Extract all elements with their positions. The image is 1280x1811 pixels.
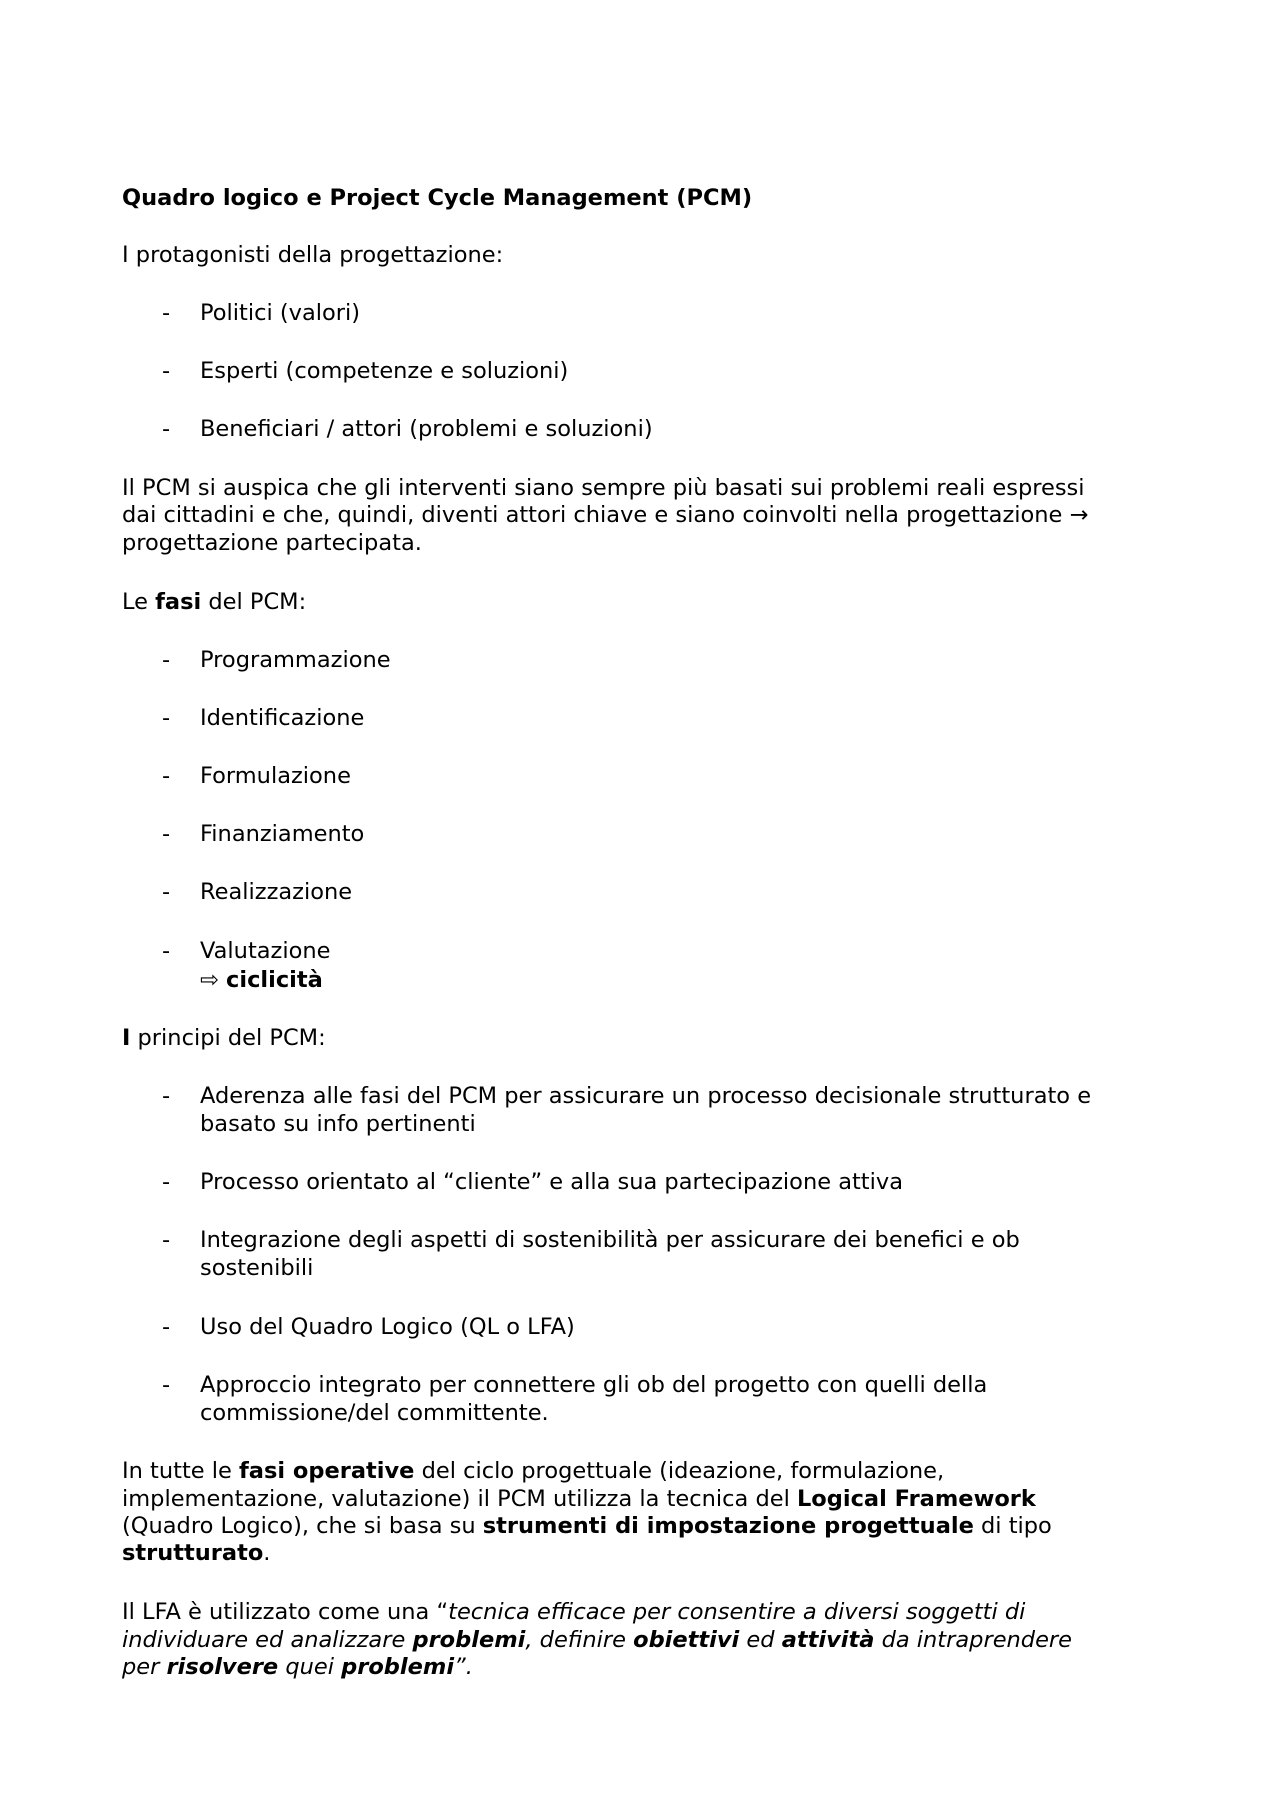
text: principi del PCM: (130, 1025, 326, 1051)
paragraph-line (122, 1485, 1036, 1513)
list-item: Programmazione (200, 647, 391, 673)
ciclicita-line (200, 966, 323, 994)
italic-text: , definire (525, 1627, 634, 1653)
bullet-dash: - (162, 300, 171, 326)
bold-text: fasi operative (239, 1458, 415, 1484)
text: di tipo (973, 1513, 1052, 1539)
bullet-dash: - (162, 1314, 171, 1340)
list-item: Approccio integrato per connettere gli ob del progetto con quelli della (200, 1372, 988, 1398)
list-item: Beneficiari / attori (problemi e soluzioni) (200, 416, 653, 442)
fasi-intro (122, 588, 306, 616)
paragraph-line (122, 1539, 270, 1567)
italic-text: quei (278, 1654, 342, 1680)
bold-italic-text: risolvere (166, 1654, 279, 1680)
bullet-dash: - (162, 1372, 171, 1398)
list-item: Valutazione (200, 938, 331, 964)
italic-text: tecnica efficace per consentire a diversi soggetti di (448, 1599, 1026, 1625)
bold-italic-text: problemi (412, 1627, 526, 1653)
bold-italic-text: attività (781, 1627, 875, 1653)
bullet-dash: - (162, 1083, 171, 1109)
text: Il LFA è utilizzato come una “ (122, 1599, 449, 1625)
bold-text: Logical Framework (796, 1486, 1036, 1512)
text: Le (122, 589, 156, 615)
paragraph-line (122, 1598, 1025, 1626)
italic-text: da intraprendere (874, 1627, 1073, 1653)
paragraph-line (122, 501, 1088, 529)
arrow-right-icon: → (1069, 502, 1089, 528)
italic-text: per (122, 1654, 167, 1680)
bold-italic-text: obiettivi (633, 1627, 740, 1653)
bullet-dash: - (162, 938, 171, 964)
protagonisti-intro: I protagonisti della progettazione: (122, 242, 504, 268)
principi-intro (122, 1024, 326, 1052)
paragraph-line: progettazione partecipata. (122, 530, 422, 556)
list-item: Formulazione (200, 763, 351, 789)
list-item: Uso del Quadro Logico (QL o LFA) (200, 1314, 575, 1340)
bold-text: fasi (155, 589, 202, 615)
list-item-cont: sostenibili (200, 1255, 314, 1281)
italic-text: individuare ed analizzare (122, 1627, 413, 1653)
bold-text: strumenti di impostazione progettuale (482, 1513, 974, 1539)
bold-text: I (122, 1025, 131, 1051)
paragraph-line (122, 1626, 1072, 1654)
list-item-cont: basato su info pertinenti (200, 1111, 476, 1137)
paragraph-line (122, 1457, 944, 1485)
paragraph-line: Il PCM si auspica che gli interventi siano sempre più basati sui problemi reali espressi (122, 475, 1085, 501)
document-title (122, 184, 752, 212)
title-text: Quadro logico e Project Cycle Management (PCM) (122, 185, 753, 211)
bullet-dash: - (162, 879, 171, 905)
bold-italic-text: problemi (341, 1654, 455, 1680)
list-item-cont: commissione/del committente. (200, 1400, 549, 1426)
text: In tutte le (122, 1458, 240, 1484)
list-item: Processo orientato al “cliente” e alla sua partecipazione attiva (200, 1169, 903, 1195)
text: . (263, 1540, 271, 1566)
bullet-dash: - (162, 416, 171, 442)
italic-text: ed (739, 1627, 782, 1653)
paragraph-line (122, 1512, 1052, 1540)
paragraph-text: dai cittadini e che, quindi, diventi attori chiave e siano coinvolti nella progettazione (122, 502, 1063, 528)
list-item: Esperti (competenze e soluzioni) (200, 358, 569, 384)
bullet-dash: - (162, 1227, 171, 1253)
bullet-dash: - (162, 705, 171, 731)
text: del PCM: (201, 589, 307, 615)
list-item: Realizzazione (200, 879, 353, 905)
list-item: Finanziamento (200, 821, 365, 847)
text: (Quadro Logico), che si basa su (122, 1513, 483, 1539)
paragraph-line (122, 1653, 473, 1681)
list-item: Integrazione degli aspetti di sostenibilità per assicurare dei benefici e ob (200, 1227, 1020, 1253)
list-item: Identificazione (200, 705, 365, 731)
double-arrow-icon: ⇨ (200, 967, 219, 993)
text: implementazione, valutazione) il PCM utilizza la tecnica del (122, 1486, 797, 1512)
bullet-dash: - (162, 647, 171, 673)
bold-text: ciclicità (226, 967, 323, 993)
text: del ciclo progettuale (ideazione, formulazione, (414, 1458, 945, 1484)
list-item: Aderenza alle fasi del PCM per assicurare un processo decisionale strutturato e (200, 1083, 1092, 1109)
list-item: Politici (valori) (200, 300, 361, 326)
bullet-dash: - (162, 763, 171, 789)
bullet-dash: - (162, 821, 171, 847)
bold-text: strutturato (122, 1540, 264, 1566)
italic-text: ”. (454, 1654, 473, 1680)
bullet-dash: - (162, 358, 171, 384)
bullet-dash: - (162, 1169, 171, 1195)
